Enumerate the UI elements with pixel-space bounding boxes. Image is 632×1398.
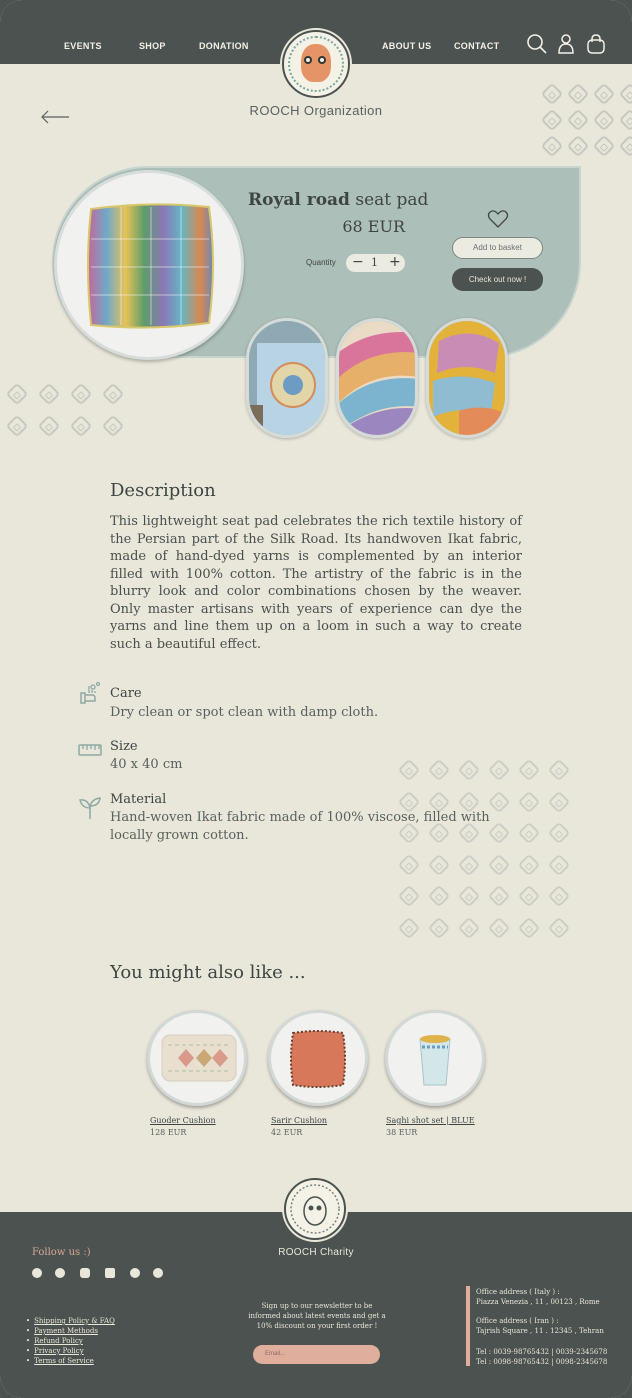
seat-pad-illustration [57, 173, 241, 357]
office-iran-address: Tajrish Square , 11 . 12345 , Tehran [476, 1327, 604, 1335]
sarir-cushion-illustration [271, 1013, 365, 1103]
footer-link-item[interactable] [26, 1316, 115, 1326]
newsletter-text: Sign up to our newsletter to be informed about latest events and get a 10% discount on your first order ! [248, 1302, 386, 1330]
product-title: Royal road seat pad [248, 190, 429, 210]
quantity-stepper [346, 254, 405, 272]
linkedin-icon[interactable] [105, 1268, 115, 1278]
care-hand-icon [78, 681, 102, 705]
recommendation-name-3[interactable]: Saghi shot set | BLUE [386, 1116, 475, 1125]
footer-link-item[interactable] [26, 1356, 115, 1366]
tel-iran: Tel : 0098-98765432 | 0098-2345678 [476, 1358, 608, 1366]
quantity-decrease-button[interactable]: − [352, 254, 364, 270]
search-icon[interactable] [526, 33, 548, 55]
description-heading: Description [110, 480, 216, 501]
nav-about-us[interactable]: ABOUT US [382, 41, 432, 51]
recommendation-image-1[interactable] [147, 1010, 247, 1106]
recommendation-price-1: 128 EUR [150, 1128, 187, 1137]
nav-events[interactable]: EVENTS [64, 41, 102, 51]
product-thumbnail-2[interactable] [336, 318, 418, 438]
product-thumbnail-1[interactable] [246, 318, 328, 438]
heart-icon[interactable] [487, 209, 509, 229]
privacy-policy-link[interactable]: Privacy Policy [34, 1347, 84, 1355]
recommendation-image-3[interactable] [385, 1010, 485, 1106]
footer-brand: ROOCH Charity [278, 1247, 354, 1258]
user-icon[interactable] [555, 33, 577, 55]
pattern-top-right [544, 86, 632, 164]
rooch-logo[interactable] [282, 30, 350, 98]
logo-eye-left [304, 56, 312, 64]
thumbnail-illustration-1 [249, 321, 325, 435]
footer-link-item[interactable] [26, 1336, 115, 1346]
leaf-icon [78, 796, 102, 820]
quantity-increase-button[interactable]: + [389, 254, 401, 270]
facebook-icon[interactable] [32, 1268, 42, 1278]
saghi-shot-glass-illustration [388, 1013, 482, 1103]
guoder-cushion-illustration [150, 1013, 244, 1103]
footer-links [26, 1316, 115, 1366]
add-to-basket-button[interactable]: Add to basket [452, 237, 543, 259]
footer-logo[interactable] [284, 1178, 346, 1240]
terms-of-service-link[interactable]: Terms of Service [34, 1357, 94, 1365]
office-iran-label: Office address ( Iran ) : [476, 1317, 559, 1325]
office-divider [466, 1286, 470, 1366]
quantity-value: 1 [371, 256, 378, 269]
payment-methods-link[interactable]: Payment Methods [34, 1327, 98, 1335]
ruler-icon [78, 738, 102, 762]
recommendation-price-3: 38 EUR [386, 1128, 418, 1137]
recommendation-price-2: 42 EUR [271, 1128, 303, 1137]
recommendation-name-2[interactable]: Sarir Cushion [271, 1116, 328, 1125]
logo-eye-right [318, 56, 326, 64]
thumbnail-illustration-3 [429, 321, 505, 435]
recommendations-heading: You might also like ... [110, 962, 306, 983]
pattern-left [9, 386, 137, 450]
instagram-icon[interactable] [80, 1268, 90, 1278]
size-value: 40 x 40 cm [110, 757, 183, 772]
tel-italy: Tel : 0039-98765432 | 0039-2345678 [476, 1348, 608, 1356]
organization-title: ROOCH Organization [249, 103, 383, 118]
follow-us-label: Follow us :) [32, 1247, 91, 1258]
pinterest-icon[interactable] [153, 1268, 163, 1278]
footer-link-item[interactable] [26, 1346, 115, 1356]
material-value: Hand-woven Ikat fabric made of 100% viscose, filled with locally grown cotton. [110, 810, 490, 843]
nav-donation[interactable]: DONATION [199, 41, 249, 51]
thumbnail-illustration-2 [339, 321, 415, 435]
shopping-bag-icon[interactable] [585, 33, 607, 55]
logo-face [301, 44, 331, 82]
recommendation-image-2[interactable] [268, 1010, 368, 1106]
description-text: This lightweight seat pad celebrates the rich textile history of the Persian part of the Silk Road. Its handwoven Ikat fabric, made of hand-dyed yarns is complemented by an interior filled with 100% cotton. The artistry of the fabric is in the blurry look and color combinations chosen by the weaver. Only master artisans with years of experience can dye the yarns and line them up on a loom in such a way to create such a beautiful effect. [110, 514, 522, 652]
footer-link-item[interactable] [26, 1326, 115, 1336]
footer-logo-face [286, 1180, 344, 1238]
office-italy-address: Piazza Venezia , 11 , 00123 , Rome [476, 1298, 600, 1306]
product-price: 68 EUR [342, 217, 405, 236]
nav-contact[interactable]: CONTACT [454, 41, 500, 51]
refund-policy-link[interactable]: Refund Policy [34, 1337, 83, 1345]
check-out-button[interactable]: Check out now ! [452, 268, 543, 291]
pattern-middle-right [401, 762, 581, 951]
shipping-policy-link[interactable]: Shipping Policy & FAQ [34, 1317, 115, 1325]
email-input[interactable]: Email... [253, 1345, 380, 1364]
product-thumbnail-3[interactable] [426, 318, 508, 438]
quantity-label: Quantity [306, 258, 336, 267]
care-value: Dry clean or spot clean with damp cloth. [110, 705, 379, 720]
recommendation-name-1[interactable]: Guoder Cushion [150, 1116, 216, 1125]
material-title: Material [110, 792, 167, 807]
care-title: Care [110, 686, 142, 701]
twitter-icon[interactable] [55, 1268, 65, 1278]
nav-shop[interactable]: SHOP [139, 41, 166, 51]
google-icon[interactable] [130, 1268, 140, 1278]
size-title: Size [110, 739, 138, 754]
office-italy-label: Office address ( Italy ) : [476, 1288, 560, 1296]
product-main-image[interactable] [54, 170, 244, 360]
